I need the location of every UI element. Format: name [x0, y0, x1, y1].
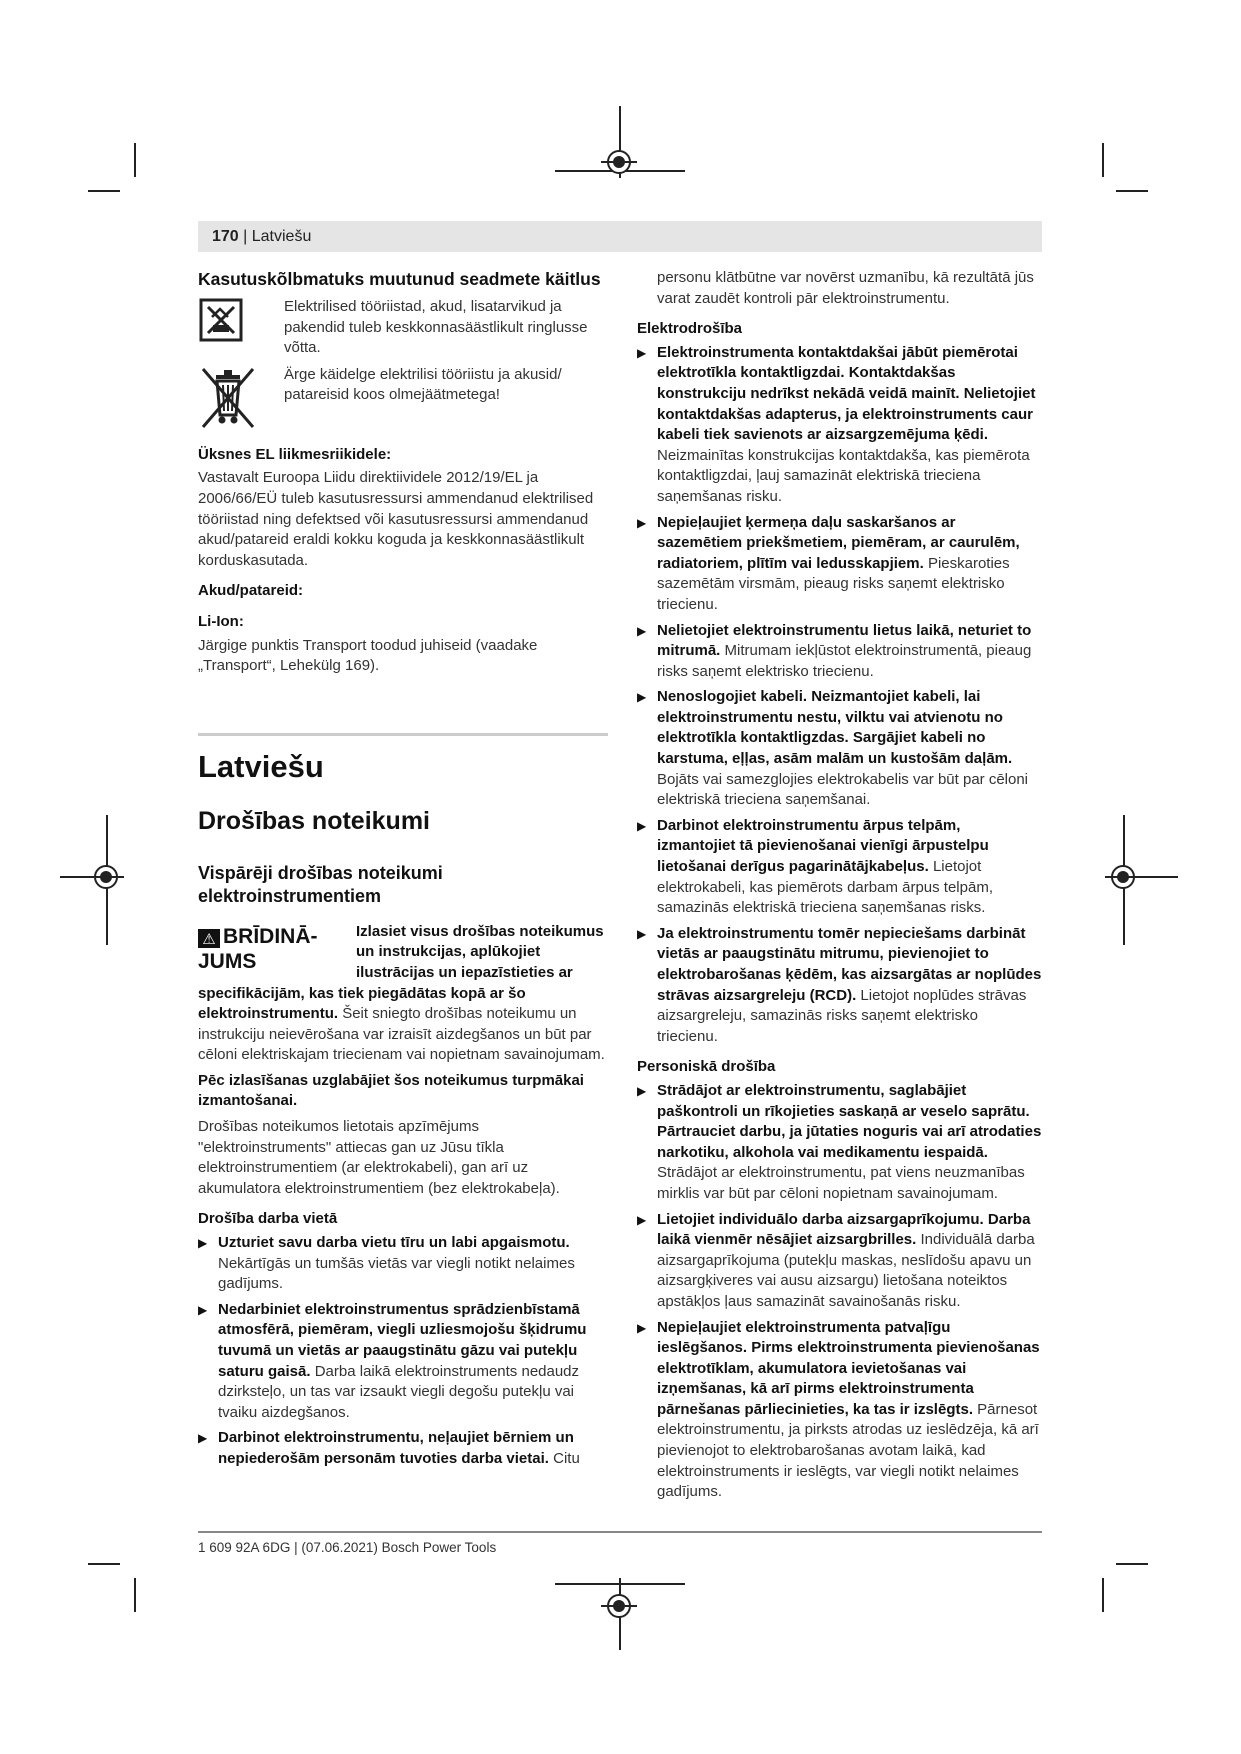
- registration-line: [555, 1583, 685, 1585]
- bullet-arrow-icon: ▶: [637, 345, 647, 360]
- registration-target-icon: [1111, 865, 1135, 889]
- page-number: 170: [212, 228, 239, 245]
- warning-text: Šeit sniegto drošības noteikumu un instrukciju neievērošana var izraisīt aizdegšanos un būt par cēloni elektriskajam triecienam vai nopietnam savainojumam.: [198, 1005, 605, 1064]
- personal-safety-title: Personiskā drošība: [637, 1058, 776, 1076]
- recycle-icon: [198, 297, 262, 353]
- crop-mark: [1102, 1578, 1104, 1612]
- list-item: ▶ Nepieļaujiet ķermeņa daļu saskaršanos ar sazemētiem priekšmetiem, piemēram, ar caurulēm, radiatoriem, plītīm vai ledusskapjiem. Pieskaroties sazemētām virsmām, pieaug risks saņemt elektrisko triecienu.: [637, 513, 1020, 613]
- right-column: [637, 268, 1042, 1508]
- crop-mark: [134, 1578, 136, 1612]
- crop-mark: [1102, 143, 1104, 177]
- list-item: ▶ Elektroinstrumenta kontaktdakšai jābūt piemērotai elektrotīkla kontaktligzdai. Kontaktdakšas konstrukciju nedrīkst nekādā veidā mainīt. Nelietojiet kontaktdakšas adapterus, ja elektroinstruments caur kabeli tiek savienots ar aizsargzemējuma ķēdi. Neizmainītas konstrukcijas kontaktdakša, kas piemērota kontaktligzdai, ļauj samazināt elektriskā trieciena saņemšanas risku.: [637, 343, 1036, 505]
- batteries-title: Akud/patareid:: [198, 582, 304, 600]
- warning-label: ⚠ BRĪDINĀ-JUMS: [198, 924, 318, 973]
- keep-instructions: Pēc izlasīšanas uzglabājiet šos noteikumus turpmākai izmantošanai.: [198, 1071, 584, 1110]
- list-item: ▶ Uzturiet savu darba vietu tīru un labi apgaismotu. Nekārtīgās un tumšās vietās var viegli notikt nelaimes gadījums.: [198, 1234, 575, 1293]
- weee-text: Ärge käidelge elektrilisi tööriistu ja akusid/ patareisid koos olmejäätmetega!: [284, 365, 562, 404]
- warning-bold-text: Izlasiet visus drošības noteikumus un instrukcijas, aplūkojiet ilustrācijas un iepazīstieties ar specifikācijām, kas tiek piegādātas kopā ar šo elektroinstrumentu.: [198, 922, 604, 1023]
- bullet-arrow-icon: ▶: [637, 623, 647, 638]
- list-item: ▶ Darbinot elektroinstrumentu ārpus telpām, izmantojiet tā pievienošanai vienīgi ārpustelpu lietošanai derīgus pagarinātājkabeļus. Lietojot elektrokabeli, kas piemērots darbam ārpus telpām, samazinās elektriskā trieciena saņemšanas risks.: [637, 816, 993, 917]
- list-item: ▶ Strādājot ar elektroinstrumentu, saglabājiet paškontroli un rīkojieties saskaņā ar veselo saprātu. Pārtrauciet darbu, ja jūtaties noguris vai arī atrodaties narkotiku, alkohola vai medikamentu iespaidā. Strādājot ar elektroinstrumentu, pat viens neuzmanības mirklis var būt par cēloni nopietnam savainojumam.: [637, 1081, 1042, 1202]
- continued-text: personu klātbūtne var novērst uzmanību, kā rezultātā jūs varat zaudēt kontroli pār elektroinstrumentu.: [657, 269, 1034, 307]
- weee-notice: [198, 365, 608, 421]
- bullet-arrow-icon: ▶: [198, 1431, 208, 1446]
- section-divider: [198, 733, 608, 736]
- footer-text: 1 609 92A 6DG | (07.06.2021) Bosch Power Tools: [198, 1540, 497, 1555]
- registration-target-icon: [607, 150, 631, 174]
- bullet-arrow-icon: ▶: [637, 926, 647, 941]
- list-item: ▶ Nepieļaujiet elektroinstrumenta patvaļīgu ieslēgšanos. Pirms elektroinstrumenta pievienošanas elektrotīklam, akumulatora ievietošanas vai izņemšanas, kā arī pirms elektroinstrumenta pārnešanas pārliecinieties, ka tas ir izslēgts. Pārnesot elektroinstrumentu, ja pirksts atrodas uz ieslēdzēja, kā arī pievienojot to elektrobarošanas avotam laikā, kad elektroinstruments ir ieslēgts, var viegli notikt nelaimes gadījums.: [637, 1318, 1040, 1501]
- bullet-arrow-icon: ▶: [637, 1320, 647, 1335]
- disposal-title: Kasutuskõlbmatuks muutunud seadmete käitlus: [198, 269, 601, 289]
- left-column: [198, 268, 608, 1475]
- list-item: ▶ Nelietojiet elektroinstrumentu lietus laikā, neturiet to mitrumā. Mitrumam iekļūstot elektroinstrumentā, pieaug risks saņemt elektrisko triecienu.: [637, 621, 1032, 680]
- safety-title: Drošības noteikumi: [198, 806, 430, 835]
- crop-mark: [134, 143, 136, 177]
- header-section: Latviešu: [251, 228, 312, 245]
- registration-target-icon: [94, 865, 118, 889]
- term-explanation: Drošības noteikumos lietotais apzīmējums "elektroinstruments" attiecas gan uz Jūsu tīkla elektroinstrumentiem (ar elektrokabeli), gan arī uz akumulatora elektroinstrumentiem (bez elektrokabeļa).: [198, 1118, 560, 1197]
- list-item: ▶ Nedarbiniet elektroinstrumentus sprādzienbīstamā atmosfērā, piemēram, viegli uzliesmojošu šķidrumu tuvumā un vietās ar paaugstinātu gāzu vai putekļu saturu gaisā. Darba laikā elektroinstruments nedaudz dzirksteļo, un tas var izsaukt viegli degošu putekļu vai tvaiku aizdegšanos.: [198, 1300, 587, 1421]
- list-item: ▶ Lietojiet individuālo darba aizsargaprīkojumu. Darba laikā vienmēr nēsājiet aizsargbrilles. Individuālā darba aizsargaprīkojuma (putekļu maskas, neslīdošu apavu un aizsargķiveres vai ausu aizsargu) lietošana noteiktos apstākļos ļaus samazināt savainošanās risku.: [637, 1210, 1035, 1310]
- eu-title: Üksnes EL liikmesriikidele:: [198, 445, 392, 463]
- warning-triangle-icon: ⚠: [198, 929, 220, 948]
- language-title: Latviešu: [198, 748, 324, 784]
- registration-target-icon: [607, 1594, 631, 1618]
- eu-text: Vastavalt Euroopa Liidu direktiividele 2012/19/EL ja 2006/66/EÜ tuleb kasutusressursi ammendanud elektrilised tööriistad ning defektsed või kasutusressursi ammendanud akud/patareid eraldi kokku koguda ja keskkonnasäästlikult korduskasutada.: [198, 469, 594, 569]
- electrical-safety-title: Elektrodrošība: [637, 320, 743, 338]
- bullet-arrow-icon: ▶: [198, 1236, 208, 1251]
- crossed-bin-icon: [198, 365, 262, 421]
- page-header: [198, 221, 1042, 252]
- work-area-title: Drošība darba vietā: [198, 1210, 338, 1228]
- crop-mark: [88, 190, 120, 192]
- crop-mark: [1116, 190, 1148, 192]
- liion-text: Järgige punktis Transport toodud juhiseid (vaadake „Transport“, Lehekülg 169).: [198, 636, 538, 675]
- header-text: 170 | Latviešu: [212, 228, 312, 245]
- bullet-arrow-icon: ▶: [637, 818, 647, 833]
- list-item: ▶ Ja elektroinstrumentu tomēr nepieciešams darbināt vietās ar paaugstinātu mitrumu, pievienojiet to elektrobarošanas ķēdēm, kas aizsargātas ar noplūdes strāvas aizsargreleju (RCD). Lietojot noplūdes strāvas aizsargreleju, samazinās risks saņemt elektrisko triecienu.: [637, 924, 1042, 1045]
- liion-title: Li-Ion:: [198, 612, 244, 630]
- warning-block: [198, 922, 608, 1066]
- bullet-arrow-icon: ▶: [637, 1083, 647, 1098]
- general-safety-title: Vispārēji drošības noteikumi elektroinstrumentiem: [198, 862, 443, 906]
- list-item: ▶ Darbinot elektroinstrumentu, neļaujiet bērniem un nepiederošām personām tuvoties darba vietai. Citu: [198, 1429, 580, 1467]
- recycle-text: Elektrilised tööriistad, akud, lisatarvikud ja pakendid tuleb keskkonnasäästlikult ringlusse võtta.: [284, 298, 588, 357]
- crop-mark: [1116, 1563, 1148, 1565]
- bullet-arrow-icon: ▶: [637, 690, 647, 705]
- footer-divider: [198, 1531, 1042, 1533]
- list-item: ▶ Nenoslogojiet kabeli. Neizmantojiet kabeli, lai elektroinstrumentu nestu, vilktu vai atvienotu no elektrotīkla kontaktligzdas. Sargājiet kabeli no karstuma, eļļas, asām malām un kustošām daļām. Bojāts vai samezglojies elektrokabelis var būt par cēloni elektriskā trieciena saņemšanai.: [637, 688, 1029, 809]
- crop-mark: [88, 1563, 120, 1565]
- bullet-arrow-icon: ▶: [637, 515, 647, 530]
- bullet-arrow-icon: ▶: [198, 1302, 208, 1317]
- recycle-notice: [198, 297, 608, 359]
- bullet-arrow-icon: ▶: [637, 1212, 647, 1227]
